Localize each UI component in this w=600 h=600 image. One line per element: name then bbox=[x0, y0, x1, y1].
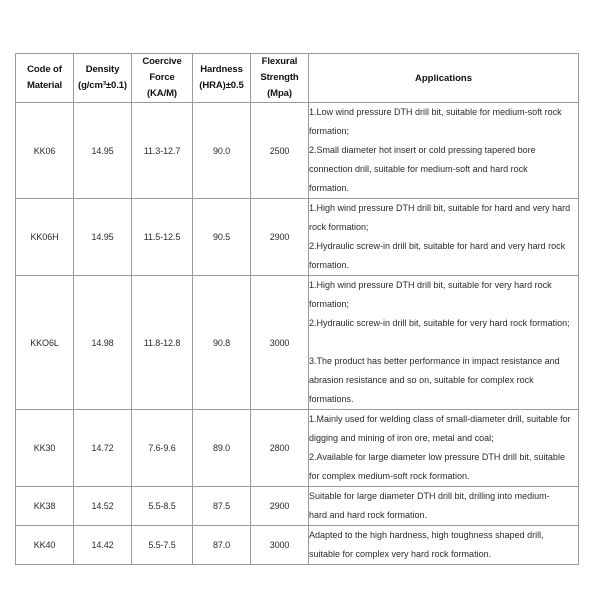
cell-hardness: 89.0 bbox=[193, 410, 251, 487]
header-line: Force bbox=[149, 72, 175, 83]
header-line: Applications bbox=[414, 72, 472, 84]
application-line: Adapted to the high hardness, high toughness shaped drill, bbox=[309, 530, 544, 540]
application-line: abrasion resistance and so on, suitable for complex rock bbox=[309, 375, 534, 385]
cell-flexural-strength: 2900 bbox=[251, 487, 309, 526]
application-line: formation; bbox=[309, 126, 350, 136]
header-line: Hardness bbox=[200, 64, 243, 75]
cell-flexural-strength: 3000 bbox=[251, 526, 309, 565]
application-line: for complex medium-soft rock formation. bbox=[309, 471, 470, 481]
cell-applications bbox=[309, 410, 579, 487]
application-line: formations. bbox=[309, 394, 354, 404]
cell-code-of-material: KK06 bbox=[16, 103, 74, 199]
header-line: Flexural bbox=[261, 56, 298, 67]
column-header-code-of-material bbox=[16, 54, 74, 103]
table-row bbox=[16, 276, 579, 410]
table-row bbox=[16, 199, 579, 276]
application-line: 2.Small diameter hot insert or cold pressing tapered bore bbox=[309, 145, 536, 155]
table-header-row bbox=[16, 54, 579, 103]
column-header-flexural-strength bbox=[251, 54, 309, 103]
table-row bbox=[16, 410, 579, 487]
cell-flexural-strength: 2900 bbox=[251, 199, 309, 276]
application-line: suitable for complex very hard rock formation. bbox=[309, 549, 492, 559]
header-line: Density bbox=[85, 64, 120, 75]
application-line: 3.The product has better performance in impact resistance and bbox=[309, 356, 560, 366]
application-line: 2.Available for large diameter low pressure DTH drill bit, suitable bbox=[309, 452, 565, 462]
cell-density: 14.98 bbox=[74, 276, 132, 410]
table-row bbox=[16, 103, 579, 199]
cell-code-of-material: KK40 bbox=[16, 526, 74, 565]
cell-hardness: 87.0 bbox=[193, 526, 251, 565]
application-line: 1.Low wind pressure DTH drill bit, suitable for medium-soft rock bbox=[309, 107, 562, 117]
table-header bbox=[16, 54, 579, 103]
cell-hardness: 90.5 bbox=[193, 199, 251, 276]
application-line: formation. bbox=[309, 183, 350, 193]
application-line: 2.Hydraulic screw-in drill bit, suitable for very hard rock formation; bbox=[309, 318, 570, 328]
application-line: 2.Hydraulic screw-in drill bit, suitable for hard and very hard rock bbox=[309, 241, 566, 251]
header-line: (g/cm³±0.1) bbox=[78, 80, 127, 91]
application-line: formation; bbox=[309, 299, 350, 309]
cell-coercive-force: 5.5-8.5 bbox=[132, 487, 193, 526]
cell-applications bbox=[309, 276, 579, 410]
cell-code-of-material: KKO6L bbox=[16, 276, 74, 410]
application-line: Suitable for large diameter DTH drill bit, drilling into medium- bbox=[309, 491, 550, 501]
cell-applications bbox=[309, 103, 579, 199]
header-line: (Mpa) bbox=[267, 88, 292, 99]
application-line: 1.High wind pressure DTH drill bit, suitable for very hard rock bbox=[309, 280, 552, 290]
application-line bbox=[309, 333, 578, 352]
column-header-hardness bbox=[193, 54, 251, 103]
application-line: connection drill, suitable for medium-soft and hard rock bbox=[309, 164, 528, 174]
cell-density: 14.72 bbox=[74, 410, 132, 487]
cell-flexural-strength: 3000 bbox=[251, 276, 309, 410]
cell-density: 14.95 bbox=[74, 199, 132, 276]
cell-coercive-force: 7.6-9.6 bbox=[132, 410, 193, 487]
column-header-coercive-force bbox=[132, 54, 193, 103]
table-body bbox=[16, 103, 579, 565]
material-specification-table bbox=[15, 53, 579, 565]
cell-density: 14.42 bbox=[74, 526, 132, 565]
header-line: Material bbox=[26, 80, 63, 91]
cell-applications bbox=[309, 526, 579, 565]
application-line: 1.High wind pressure DTH drill bit, suitable for hard and very hard bbox=[309, 203, 571, 213]
cell-coercive-force: 11.5-12.5 bbox=[132, 199, 193, 276]
application-line: digging and mining of iron ore, metal and coal; bbox=[309, 433, 494, 443]
cell-hardness: 90.8 bbox=[193, 276, 251, 410]
header-line: (HRA)±0.5 bbox=[199, 80, 244, 91]
cell-code-of-material: KK06H bbox=[16, 199, 74, 276]
cell-hardness: 90.0 bbox=[193, 103, 251, 199]
application-line: hard and hard rock formation. bbox=[309, 510, 428, 520]
cell-code-of-material: KK38 bbox=[16, 487, 74, 526]
column-header-density bbox=[74, 54, 132, 103]
header-line: Strength bbox=[260, 72, 299, 83]
cell-code-of-material: KK30 bbox=[16, 410, 74, 487]
table-row bbox=[16, 487, 579, 526]
application-line: rock formation; bbox=[309, 222, 369, 232]
column-header-applications bbox=[309, 54, 579, 103]
cell-density: 14.52 bbox=[74, 487, 132, 526]
cell-flexural-strength: 2800 bbox=[251, 410, 309, 487]
header-line: Coercive bbox=[142, 56, 182, 67]
cell-density: 14.95 bbox=[74, 103, 132, 199]
cell-applications bbox=[309, 199, 579, 276]
application-line: 1.Mainly used for welding class of small-diameter drill, suitable for bbox=[309, 414, 571, 424]
cell-hardness: 87.5 bbox=[193, 487, 251, 526]
table-row bbox=[16, 526, 579, 565]
cell-coercive-force: 11.3-12.7 bbox=[132, 103, 193, 199]
cell-applications bbox=[309, 487, 579, 526]
cell-flexural-strength: 2500 bbox=[251, 103, 309, 199]
cell-coercive-force: 11.8-12.8 bbox=[132, 276, 193, 410]
header-line: (KA/M) bbox=[146, 88, 177, 99]
header-line: Code of bbox=[27, 64, 62, 75]
application-line: formation. bbox=[309, 260, 350, 270]
specification-table-container bbox=[15, 53, 578, 565]
cell-coercive-force: 5.5-7.5 bbox=[132, 526, 193, 565]
